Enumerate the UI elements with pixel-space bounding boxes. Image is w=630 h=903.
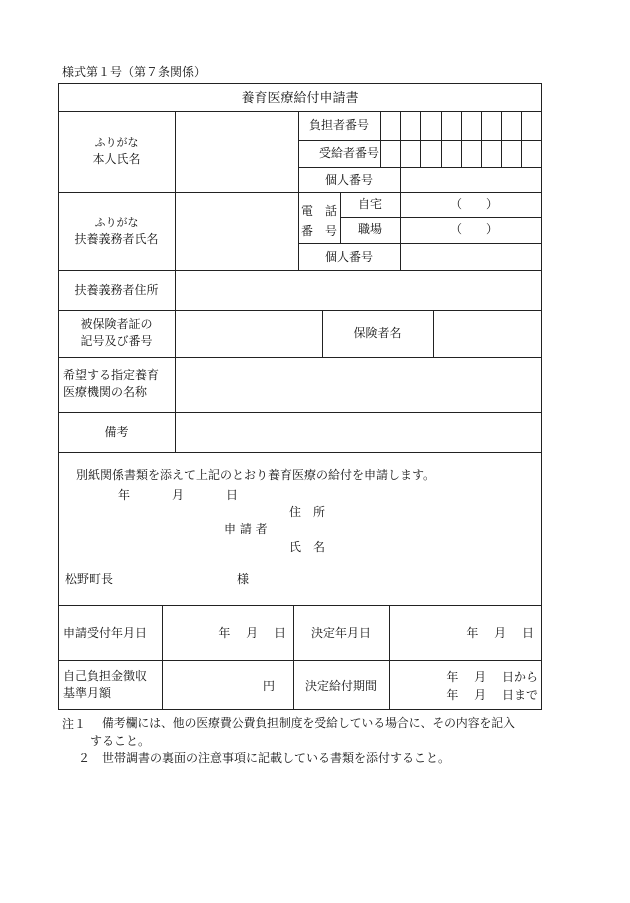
phone-work-value: （ ） [450,222,499,236]
self-burden-label [63,668,147,702]
guardian-address-label: 扶養義務者住所 [74,283,159,297]
guardian-individual-number-label: 個人番号 [324,250,373,264]
application-statement: 別紙関係書類を添えて上記のとおり養育医療の給付を申請します。 [76,468,436,482]
period-to: 年 月 日まで [446,688,538,702]
applicant-address-label: 住 所 [289,505,326,519]
note2-prefix: ２ [78,751,91,765]
guardian-furigana: ふりがな [94,216,139,229]
col-divider [298,111,299,270]
row-divider [298,167,542,168]
remarks-label: 備考 [104,425,129,439]
insurance-card-line2: 記号及び番号 [80,334,153,348]
burden-number-label: 負担者番号 [308,118,369,132]
self-burden-line2: 基準月額 [63,686,112,700]
digit-box [461,111,462,167]
guardian-name-label [58,214,175,248]
row-divider [58,660,542,661]
mayor-addressee: 松野町長 [65,572,114,586]
applicant-label: 申 請 者 [224,522,268,536]
patient-individual-number-label: 個人番号 [324,173,373,187]
self-burden-line1: 自己負担金徴収 [63,669,148,683]
medical-institution-label [63,367,159,401]
insurance-card-line1: 被保険者証の [80,317,153,331]
row-divider [58,357,542,358]
phone-home-label: 自宅 [357,197,382,211]
col-divider [162,605,163,709]
yen-unit: 円 [263,679,276,693]
decision-date-value: 年 月 日 [466,626,534,640]
note2-text: 世帯調書の裏面の注意事項に記載している書類を添付すること。 [102,751,451,765]
row-divider [58,452,542,453]
date-day: 日 [226,488,239,502]
phone-work-label: 職場 [357,222,382,236]
note1-line1: 備考欄には、他の医療費公費負担制度を受給している場合に、その内容を記入 [102,716,515,730]
table-border-bottom [58,709,542,710]
row-divider [298,243,542,244]
form-title: 養育医療給付申請書 [241,91,359,106]
row-divider [340,217,542,218]
digit-box [441,111,442,167]
digit-box [420,111,421,167]
row-divider [58,605,542,606]
patient-name-text: 本人氏名 [92,152,141,166]
col-divider [400,192,401,270]
note1-line2: すること。 [90,734,151,748]
col-divider [433,310,434,357]
decision-period-label: 決定給付期間 [304,679,377,693]
phone-label-bottom: 番 号 [300,224,337,238]
guardian-name-text: 扶養義務者氏名 [74,232,159,246]
medical-institution-line1: 希望する指定養育 [63,368,160,382]
applicant-name-label: 氏 名 [289,540,326,554]
decision-date-label: 決定年月日 [310,626,371,640]
recipient-number-label: 受給者番号 [318,146,379,160]
form-number: 様式第１号（第７条関係） [62,65,207,79]
phone-label-top: 電 話 [300,204,337,218]
digit-box [481,111,482,167]
table-border-left [58,83,59,709]
row-divider [58,111,542,112]
row-divider [58,270,542,271]
receipt-date-label: 申請受付年月日 [63,626,148,640]
digit-box [501,111,502,167]
phone-home-value: （ ） [450,197,499,211]
patient-furigana: ふりがな [94,136,139,149]
row-divider [58,310,542,311]
honorific: 様 [237,572,250,586]
row-divider [58,192,542,193]
col-divider [400,111,401,192]
insurance-card-label [58,316,175,350]
medical-institution-line2: 医療機関の名称 [63,385,148,399]
col-divider [293,605,294,709]
receipt-date-value: 年 月 日 [218,626,286,640]
patient-name-label [58,134,175,168]
note1-prefix: 注１ [62,717,87,731]
table-border-top [58,83,542,84]
table-border-right [541,83,542,709]
date-year: 年 [118,488,131,502]
date-month: 月 [172,488,185,502]
digit-box [521,111,522,167]
phone-label [298,201,340,241]
insurer-name-label: 保険者名 [353,326,402,340]
col-divider [175,111,176,452]
row-divider [58,412,542,413]
period-from: 年 月 日から [446,670,538,684]
